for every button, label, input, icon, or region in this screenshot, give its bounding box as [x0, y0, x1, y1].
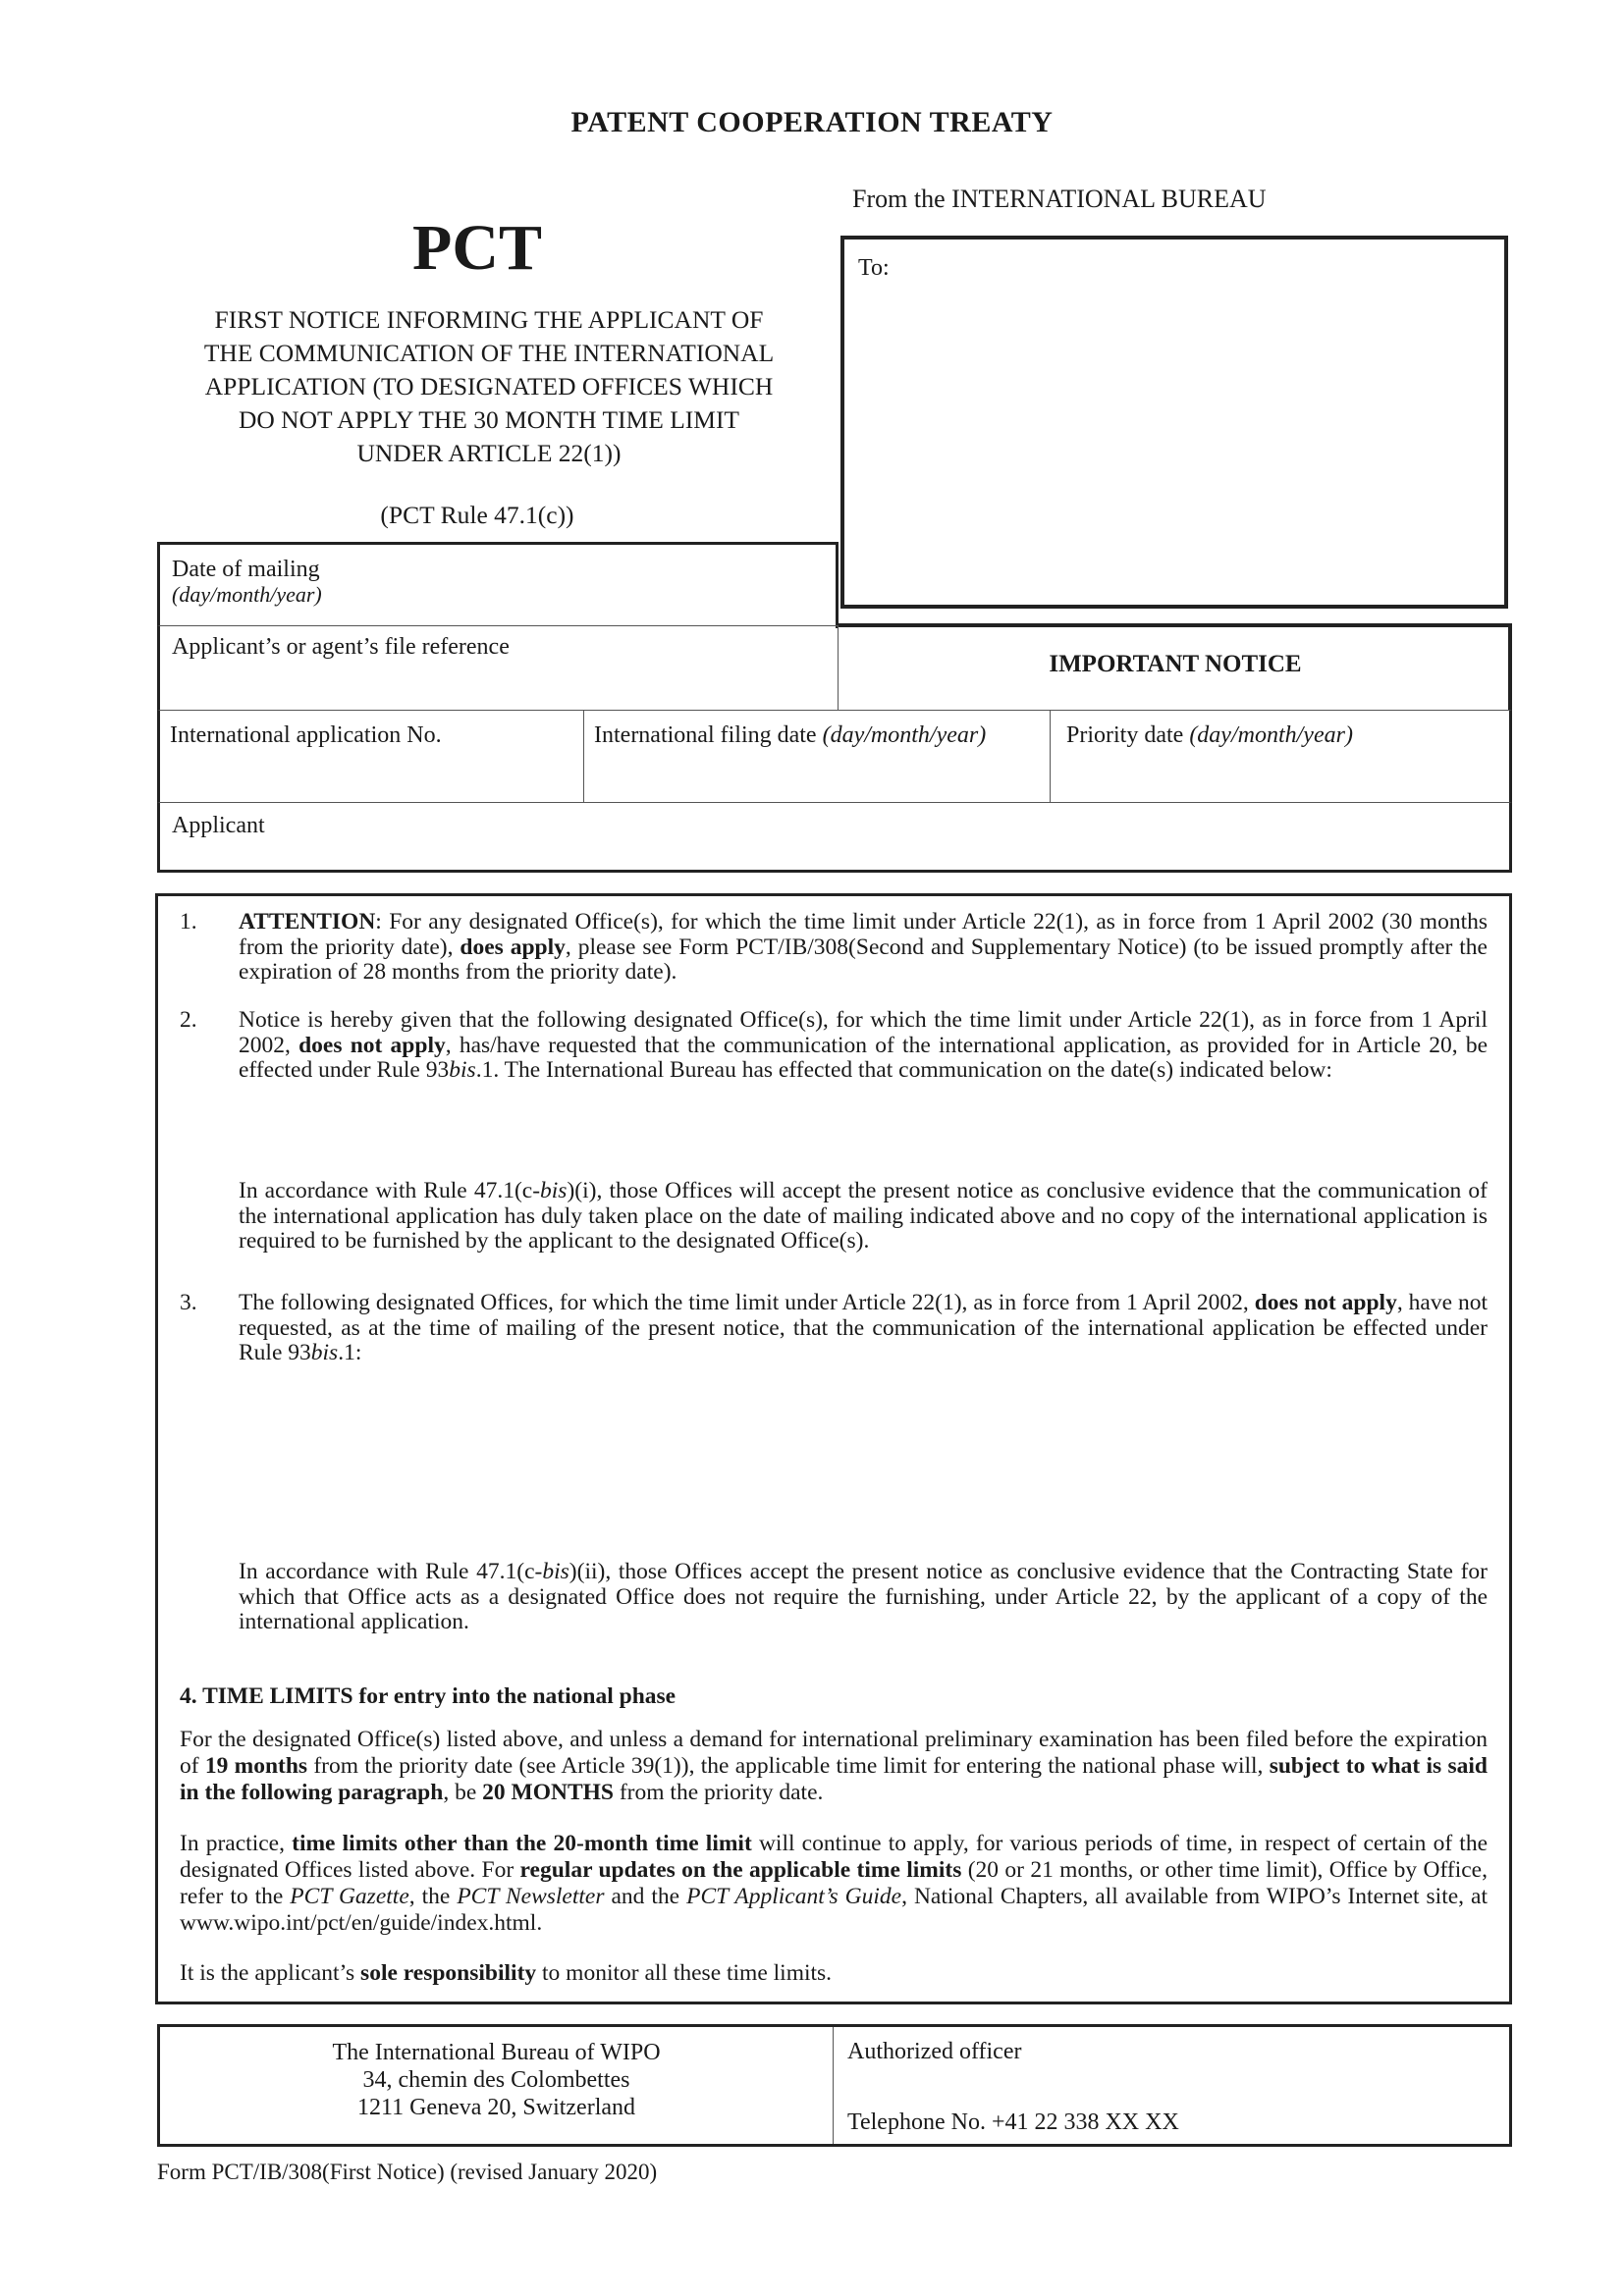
notice-item-2-evidence: In accordance with Rule 47.1(c-bis)(i), those Offices will accept the present notice as conclusive evidence that the communication of the international application has duly taken place on the date of mailing indicated above and no copy of the international application is required to be furnished by the applicant to the designated Office(s).	[239, 1178, 1488, 1254]
telephone-number: Telephone No. +41 22 338 XX XX	[847, 2109, 1179, 2135]
authorized-officer-label: Authorized officer	[847, 2039, 1022, 2064]
intl-app-no-field[interactable]: International application No.	[160, 711, 584, 803]
recipient-label: To:	[858, 255, 890, 281]
footer-box	[157, 2024, 1512, 2147]
wipo-address: The International Bureau of WIPO 34, chemin des Colombettes 1211 Geneva 20, Switzerland	[160, 2027, 834, 2144]
notice-item-2: 2. Notice is hereby given that the following designated Office(s), for which the time limit under Article 22(1), as in force from 1 April 2002, does not apply, has/have requested that the communication of the international application, as provided for in Article 20, be effected under Rule 93bis.1. The International Bureau has effected that communication on the date(s) indicated below:	[180, 1007, 1488, 1083]
notice-body	[155, 893, 1512, 2004]
file-reference-field[interactable]: Applicant’s or agent’s file reference	[157, 625, 839, 710]
notice-item-3-evidence: In accordance with Rule 47.1(c-bis)(ii), those Offices accept the present notice as conclusive evidence that the Contracting State for which that Office acts as a designated Office does not require the furnishing, under Article 22, by the applicant of a copy of the international application.	[239, 1559, 1488, 1634]
application-dates-row	[157, 710, 1512, 802]
application-details	[157, 542, 1512, 876]
pct-heading: PCT	[412, 212, 542, 284]
rule-reference: (PCT Rule 47.1(c))	[380, 501, 574, 529]
applicant-field[interactable]: Applicant	[157, 802, 1512, 873]
time-limits-para-1: For the designated Office(s) listed above, and unless a demand for international preliminary examination has been filed before the expiration of 19 months from the priority date (see Article 39(1)), the applicable time limit for entering the national phase will, subject to what is said in the following paragraph, be 20 MONTHS from the priority date.	[180, 1727, 1488, 1805]
sender-line: From the INTERNATIONAL BUREAU	[852, 185, 1267, 213]
notice-title: FIRST NOTICE INFORMING THE APPLICANT OF THE COMMUNICATION OF THE INTERNATIONAL APPLICATION (TO DESIGNATED OFFICES WHICH DO NOT APPLY THE 30 MONTH TIME LIMIT UNDER ARTICLE 22(1))	[203, 305, 775, 467]
time-limits-para-2: In practice, time limits other than the 20-month time limit will continue to apply, for various periods of time, in respect of certain of the designated Offices listed above. For regular updates on the applicable time limits (20 or 21 months, or other time limit), Office by Office, refer to the PCT Gazette, the PCT Newsletter and the PCT Applicant’s Guide, National Chapters, all available from WIPO’s Internet site, at www.wipo.int/pct/en/guide/index.html.	[180, 1831, 1489, 1936]
date-of-mailing-field[interactable]: Date of mailing (day/month/year)	[157, 542, 839, 628]
notice-item-1: 1. ATTENTION: For any designated Office(s), for which the time limit under Article 22(1), as in force from 1 April 2002 (30 months from the priority date), does apply, please see Form PCT/IB/308(Second and Supplementary Notice) (to be issued promptly after the expiration of 28 months from the priority date).	[180, 909, 1488, 985]
time-limits-heading: 4. TIME LIMITS for entry into the national phase	[180, 1683, 677, 1709]
notice-item-3: 3. The following designated Offices, for which the time limit under Article 22(1), as in force from 1 April 2002, does not apply, have not requested, as at the time of mailing of the present notice, that the communication of the international application be effected under Rule 93bis.1:	[180, 1290, 1488, 1365]
important-notice-box: IMPORTANT NOTICE	[839, 623, 1512, 710]
form-reference: Form PCT/IB/308(First Notice) (revised January 2020)	[157, 2160, 658, 2184]
time-limits-para-3: It is the applicant’s sole responsibility to monitor all these time limits.	[180, 1960, 833, 1986]
priority-date-field[interactable]: Priority date (day/month/year)	[1066, 722, 1353, 748]
filing-date-field[interactable]: International filing date (day/month/year)	[584, 711, 1051, 803]
form-title: PATENT COOPERATION TREATY	[570, 106, 1054, 138]
